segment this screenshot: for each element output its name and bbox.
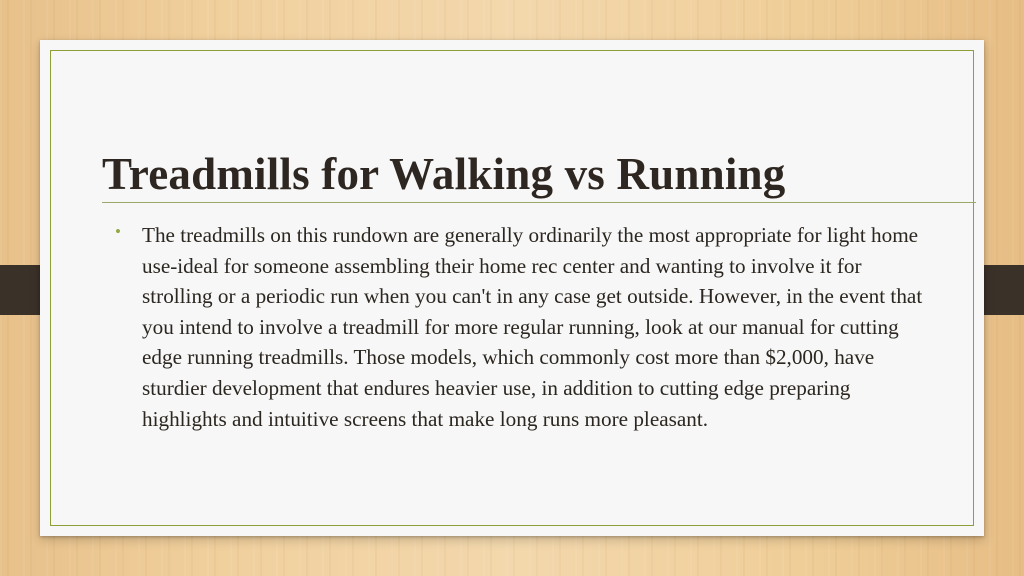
title-divider	[102, 202, 976, 203]
bullet-text: The treadmills on this rundown are generally ordinarily the most appropriate for light home use-ideal for someone assembling their home rec center and wanting to involve it for strolling or a periodic run when you can't in any case get outside. However, in the event that you intend to involve a treadmill for more regular running, look at our manual for cutting edge running treadmills. Those models, which commonly cost more than $2,000, have sturdier development that endures heavier use, in addition to cutting edge preparing highlights and intuitive screens that make long runs more pleasant.	[142, 223, 923, 431]
slide-card	[40, 40, 984, 536]
bullet-marker: •	[115, 222, 121, 241]
slide-title: Treadmills for Walking vs Running	[102, 149, 786, 199]
